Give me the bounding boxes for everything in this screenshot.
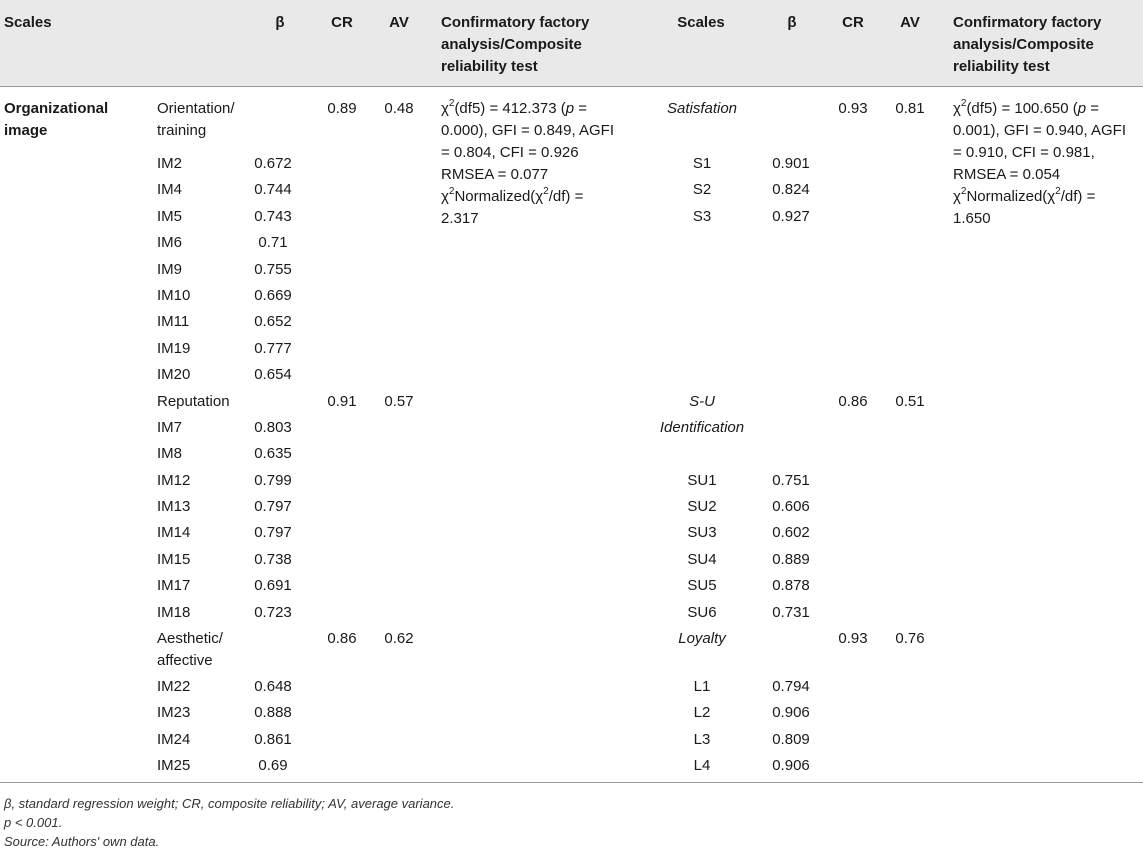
header-av-right: AV <box>900 14 920 31</box>
item-beta: 0.69 <box>258 757 288 774</box>
item-beta: 0.861 <box>254 731 292 748</box>
item-beta: 0.803 <box>254 419 292 436</box>
cfa-right-line5: $\chi^2Normalized(\chi^2/df)$ = <box>953 186 1096 205</box>
item-name: IM11 <box>157 313 190 330</box>
header-cfa-right-3: reliability test <box>953 58 1050 75</box>
item-beta: 0.888 <box>254 704 292 721</box>
item-name: IM25 <box>157 757 191 774</box>
item-name: SU1 <box>687 472 717 489</box>
item-beta: 0.824 <box>772 181 810 198</box>
item-beta: 0.731 <box>772 604 810 621</box>
cfa-right-line2: 0.001), GFI = 0.940, AGFI <box>953 122 1127 139</box>
footnote-significance: p < 0.001. <box>4 815 63 830</box>
header-rule <box>0 86 1143 87</box>
item-beta: 0.635 <box>254 445 292 462</box>
item-beta: 0.71 <box>258 234 288 251</box>
item-name: L2 <box>693 704 711 721</box>
item-beta: 0.738 <box>254 551 292 568</box>
item-beta: 0.743 <box>254 208 292 225</box>
cfa-left-line4: RMSEA = 0.077 <box>441 166 549 183</box>
item-beta: 0.809 <box>772 731 810 748</box>
header-cfa-left-2: analysis/Composite <box>441 36 582 53</box>
header-beta-left: β <box>275 14 285 31</box>
item-beta: 0.794 <box>772 678 810 695</box>
group-label-orientation: Orientation/ <box>157 100 235 117</box>
cr-orientation: 0.89 <box>327 100 357 117</box>
item-name: L3 <box>693 731 711 748</box>
item-name: IM18 <box>157 604 191 621</box>
item-beta: 0.669 <box>254 287 292 304</box>
cr-reputation: 0.91 <box>327 393 357 410</box>
header-cr-right: CR <box>842 14 864 31</box>
av-reputation: 0.57 <box>384 393 414 410</box>
cfa-right-line1: $\chi^2(df5) = 100.650$ (p = <box>953 98 1100 117</box>
group-label-su-identification: S-U <box>689 393 715 410</box>
item-name: IM12 <box>157 472 191 489</box>
cr-satisfaction: 0.93 <box>838 100 868 117</box>
item-beta: 0.777 <box>254 340 292 357</box>
item-name: SU4 <box>687 551 717 568</box>
item-name: IM10 <box>157 287 191 304</box>
footnote-abbreviations: β, standard regression weight; CR, composite reliability; AV, average variance. <box>4 796 455 811</box>
item-beta: 0.751 <box>772 472 810 489</box>
footnote-source: Source: Authors' own data. <box>4 834 160 849</box>
item-name: IM6 <box>157 234 183 251</box>
item-beta: 0.648 <box>254 678 292 695</box>
av-loyalty: 0.76 <box>895 630 925 647</box>
cfa-right-line6: 1.650 <box>953 210 991 227</box>
item-name: IM7 <box>157 419 183 436</box>
item-beta: 0.691 <box>254 577 292 594</box>
item-beta: 0.906 <box>772 704 810 721</box>
av-satisfaction: 0.81 <box>895 100 925 117</box>
cfa-left-line3: = 0.804, CFI = 0.926 <box>441 144 579 161</box>
header-cfa-right-2: analysis/Composite <box>953 36 1094 53</box>
item-beta: 0.901 <box>772 155 810 172</box>
item-name: IM15 <box>157 551 191 568</box>
item-name: S2 <box>692 181 712 198</box>
header-beta-right: β <box>787 14 797 31</box>
item-beta: 0.652 <box>254 313 292 330</box>
cr-loyalty: 0.93 <box>838 630 868 647</box>
item-name: S3 <box>692 208 712 225</box>
group-label-su-identification-line2: Identification <box>659 419 745 436</box>
cfa-right-line4: RMSEA = 0.054 <box>953 166 1061 183</box>
group-label-satisfaction: Satisfation <box>666 100 738 117</box>
item-name: SU5 <box>687 577 717 594</box>
item-name: IM24 <box>157 731 191 748</box>
item-name: IM13 <box>157 498 191 515</box>
group-label-loyalty: Loyalty <box>678 630 726 647</box>
item-beta: 0.797 <box>254 524 292 541</box>
group-label-aesthetic: Aesthetic/ <box>157 630 223 647</box>
cfa-left-line5: $\chi^2Normalized(\chi^2/df)$ = <box>441 186 584 205</box>
group-label-aesthetic-line2: affective <box>157 652 213 669</box>
av-su-identification: 0.51 <box>895 393 925 410</box>
av-orientation: 0.48 <box>384 100 414 117</box>
cr-su-identification: 0.86 <box>838 393 868 410</box>
group-label-orientation-line2: training <box>157 122 207 139</box>
item-name: IM2 <box>157 155 183 172</box>
item-beta: 0.744 <box>254 181 292 198</box>
header-scales-left: Scales <box>4 14 52 31</box>
item-name: L4 <box>693 757 711 774</box>
item-name: S1 <box>692 155 712 172</box>
item-name: IM14 <box>157 524 191 541</box>
item-beta: 0.889 <box>772 551 810 568</box>
cfa-left-line6: 2.317 <box>441 210 479 227</box>
header-cr-left: CR <box>331 14 353 31</box>
item-name: SU2 <box>687 498 717 515</box>
construct-label-line2: image <box>4 122 48 139</box>
item-beta: 0.755 <box>254 261 292 278</box>
item-name: L1 <box>693 678 711 695</box>
item-beta: 0.906 <box>772 757 810 774</box>
header-av-left: AV <box>389 14 409 31</box>
cr-aesthetic: 0.86 <box>327 630 357 647</box>
item-name: IM23 <box>157 704 191 721</box>
item-name: IM8 <box>157 445 183 462</box>
item-beta: 0.654 <box>254 366 292 383</box>
item-beta: 0.606 <box>772 498 810 515</box>
item-name: IM5 <box>157 208 183 225</box>
item-name: IM9 <box>157 261 183 278</box>
cfa-left-line1: $\chi^2(df5) = 412.373$ (p = <box>441 98 588 117</box>
construct-label: Organizational <box>4 100 109 117</box>
header-cfa-left-3: reliability test <box>441 58 538 75</box>
item-name: SU6 <box>687 604 717 621</box>
item-beta: 0.602 <box>772 524 810 541</box>
item-beta: 0.878 <box>772 577 810 594</box>
header-cfa-left-1: Confirmatory factory <box>441 14 590 31</box>
item-beta: 0.797 <box>254 498 292 515</box>
item-beta: 0.927 <box>772 208 810 225</box>
table-bottom-rule <box>0 782 1143 783</box>
item-beta: 0.799 <box>254 472 292 489</box>
item-beta: 0.723 <box>254 604 292 621</box>
group-label-reputation: Reputation <box>157 393 230 410</box>
item-name: IM22 <box>157 678 191 695</box>
header-scales-right: Scales <box>677 14 725 31</box>
item-beta: 0.672 <box>254 155 292 172</box>
item-name: SU3 <box>687 524 717 541</box>
av-aesthetic: 0.62 <box>384 630 414 647</box>
cfa-right-line3: = 0.910, CFI = 0.981, <box>953 144 1095 161</box>
item-name: IM19 <box>157 340 191 357</box>
item-name: IM17 <box>157 577 191 594</box>
cfa-left-line2: 0.000), GFI = 0.849, AGFI <box>441 122 615 139</box>
header-cfa-right-1: Confirmatory factory <box>953 14 1102 31</box>
item-name: IM4 <box>157 181 183 198</box>
item-name: IM20 <box>157 366 191 383</box>
